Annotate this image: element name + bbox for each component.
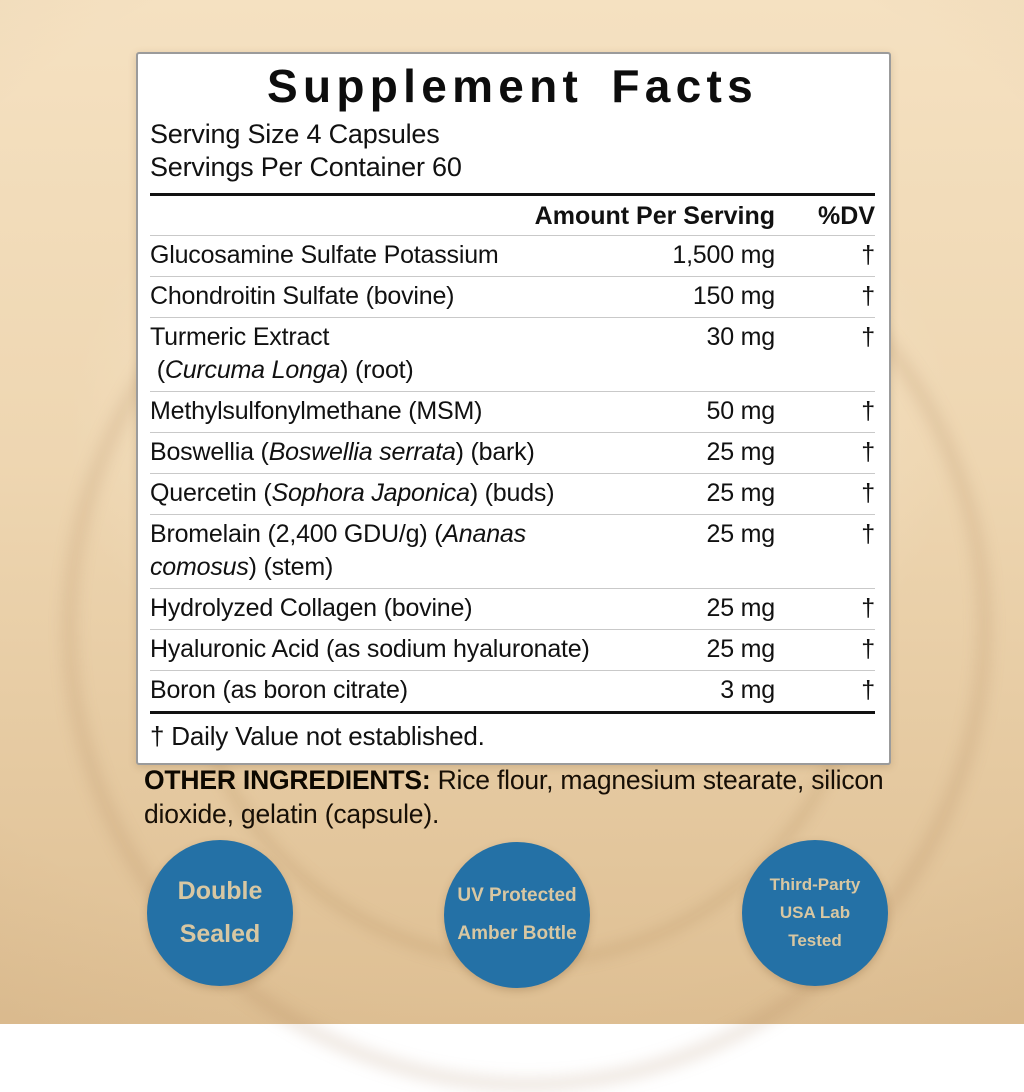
ingredient-amount: 30 mg [706, 322, 775, 351]
ingredient-dv: † [861, 675, 875, 704]
ingredient-name-text: Methylsulfonylmethane (MSM) [150, 396, 483, 425]
ingredient-name [150, 477, 653, 510]
ingredient-name-text: Turmeric Extract [150, 322, 330, 351]
panel-title: Supplement Facts [267, 60, 758, 112]
ingredient-name-text: ) (root) [340, 355, 414, 384]
other-ingredients-text: Rice flour, magnesium stearate, silicon dioxide, gelatin (capsule). [144, 765, 884, 829]
ingredient-name-text: Bromelain (2,400 GDU/g) ( [150, 519, 443, 548]
ingredient-dv: † [861, 281, 875, 310]
badge-label: UV Protected Amber Bottle [457, 885, 577, 944]
ingredient-name-text: Quercetin ( [150, 478, 272, 507]
ingredient-row [150, 392, 875, 433]
ingredient-name-text: Boron (as boron citrate) [150, 675, 408, 704]
other-ingredients-label: OTHER INGREDIENTS: [144, 765, 431, 795]
ingredient-name-text: ( [150, 355, 165, 384]
ingredient-row [150, 433, 875, 474]
ingredient-name-text: ) (bark) [455, 437, 535, 466]
ingredient-botanical-name: Boswellia serrata [268, 437, 456, 466]
ingredient-dv: † [861, 437, 875, 466]
badge-third-party-usa-lab-tested [742, 840, 888, 986]
ingredient-name [150, 239, 653, 272]
ingredient-name [150, 395, 653, 428]
ingredient-name [150, 321, 653, 387]
ingredient-name-text: Boswellia ( [150, 437, 269, 466]
ingredient-row [150, 589, 875, 630]
ingredient-dv: † [861, 593, 875, 622]
other-ingredients [144, 763, 892, 831]
ingredient-name-text: ) (buds) [469, 478, 555, 507]
ingredient-amount: 150 mg [692, 281, 775, 310]
ingredient-row [150, 474, 875, 515]
ingredient-name [150, 280, 653, 313]
ingredient-dv: † [861, 478, 875, 507]
table-header [150, 196, 875, 236]
ingredient-row [150, 671, 875, 711]
ingredient-amount: 3 mg [720, 675, 775, 704]
supplement-facts-panel [136, 52, 891, 765]
ingredient-name [150, 633, 653, 666]
ingredient-dv: † [861, 240, 875, 269]
badge-label: Double Sealed [177, 877, 263, 948]
ingredient-amount: 25 mg [706, 519, 775, 548]
servings-per-container: Servings Per Container 60 [150, 151, 462, 182]
ingredient-row [150, 236, 875, 277]
ingredient-dv: † [861, 634, 875, 663]
ingredient-botanical-name: comosus [150, 552, 249, 581]
badge-double-sealed [147, 840, 293, 986]
dv-footnote: † Daily Value not established. [150, 711, 875, 763]
ingredient-amount: 25 mg [706, 593, 775, 622]
ingredient-amount: 50 mg [706, 396, 775, 425]
ingredient-amount: 25 mg [706, 478, 775, 507]
ingredient-name-text: Chondroitin Sulfate (bovine) [150, 281, 455, 310]
ingredient-name [150, 518, 653, 584]
ingredient-name-text: Glucosamine Sulfate Potassium [150, 240, 499, 269]
column-header-dv: %DV [818, 201, 875, 230]
ingredient-botanical-name: Ananas [442, 519, 526, 548]
ingredient-botanical-name: Curcuma Longa [164, 355, 341, 384]
ingredient-name [150, 592, 653, 625]
ingredient-row [150, 515, 875, 589]
ingredient-name-text: Hydrolyzed Collagen (bovine) [150, 593, 473, 622]
ingredient-botanical-name: Sophora Japonica [271, 478, 470, 507]
ingredient-name [150, 674, 653, 707]
ingredient-name [150, 436, 653, 469]
ingredient-dv: † [861, 519, 875, 548]
ingredient-name-text: ) (stem) [248, 552, 334, 581]
column-header-amount: Amount Per Serving [534, 201, 775, 230]
ingredient-name-text: Hyaluronic Acid (as sodium hyaluronate) [150, 634, 590, 663]
ingredient-table [150, 236, 875, 711]
ingredient-row [150, 630, 875, 671]
ingredient-amount: 25 mg [706, 437, 775, 466]
ingredient-amount: 25 mg [706, 634, 775, 663]
ingredient-row [150, 277, 875, 318]
badge-uv-protected-amber-bottle [444, 842, 590, 988]
serving-size: Serving Size 4 Capsules [150, 118, 440, 149]
ingredient-dv: † [861, 322, 875, 351]
badge-label: Third-Party USA Lab Tested [769, 875, 861, 950]
ingredient-row [150, 318, 875, 392]
ingredient-dv: † [861, 396, 875, 425]
ingredient-amount: 1,500 mg [672, 240, 775, 269]
